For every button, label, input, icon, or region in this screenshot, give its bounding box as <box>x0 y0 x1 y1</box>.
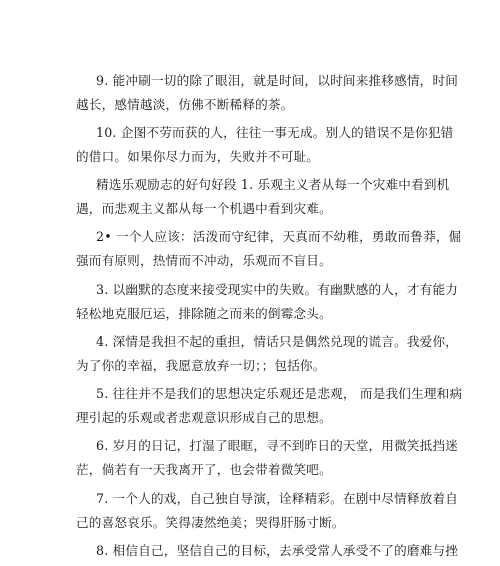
text-line: 3. 以幽默的态度来接受现实中的失败。有幽默感的人，才有能力 <box>96 282 459 297</box>
text-line: 8. 相信自己，坚信自己的目标，去承受常人承受不了的磨难与挫 <box>96 543 459 558</box>
text-line: 精选乐观励志的好句好段 1. 乐观主义者从每一个灾难中看到机 <box>96 177 450 192</box>
text-line: 茫，倘若有一天我离开了，也会带着微笑吧。 <box>76 462 332 477</box>
text-line: 5. 往往并不是我们的思想决定乐观还是悲观， 而是我们生理和病 <box>96 386 463 401</box>
text-line: 为了你的幸福，我愿意放弃一切；；包括你。 <box>76 358 326 373</box>
text-line: 越长，感情越淡，仿佛不断稀释的茶。 <box>76 97 294 112</box>
text-line: 4. 深情是我担不起的重担，情话只是偶然兑现的谎言。我爱你， <box>96 334 459 349</box>
text-line: 强而有原则，热情而不冲动，乐观而不盲目。 <box>76 253 332 268</box>
text-line: 的借口。如果你尽力而为，失败并不可耻。 <box>76 149 320 164</box>
text-line: 7. 一个人的戏，自己独自导演，诠释精彩。在剧中尽情释放着自 <box>96 491 459 506</box>
text-line: 遇，而悲观主义都从每一个机遇中看到灾难。 <box>76 201 332 216</box>
text-line: 9. 能冲刷一切的除了眼泪，就是时间，以时间来推移感情，时间 <box>96 73 459 88</box>
text-line: 2• 一个人应该：活泼而守纪律，天真而不幼稚，勇敢而鲁莽，倔 <box>96 229 462 244</box>
text-line: 6. 岁月的日记，打湿了眼眶，寻不到昨日的天堂，用微笑抵挡迷 <box>96 438 459 453</box>
text-line: 轻松地克服厄运，排除随之而来的倒霉念头。 <box>76 306 332 321</box>
text-line: 理引起的乐观或者悲观意识形成自己的思想。 <box>76 410 332 425</box>
text-line: 己的喜怒哀乐。笑得凄然绝美；哭得肝肠寸断。 <box>76 515 345 530</box>
text-line: 10. 企图不劳而获的人，往往一事无成。别人的错误不是你犯错 <box>96 125 454 140</box>
